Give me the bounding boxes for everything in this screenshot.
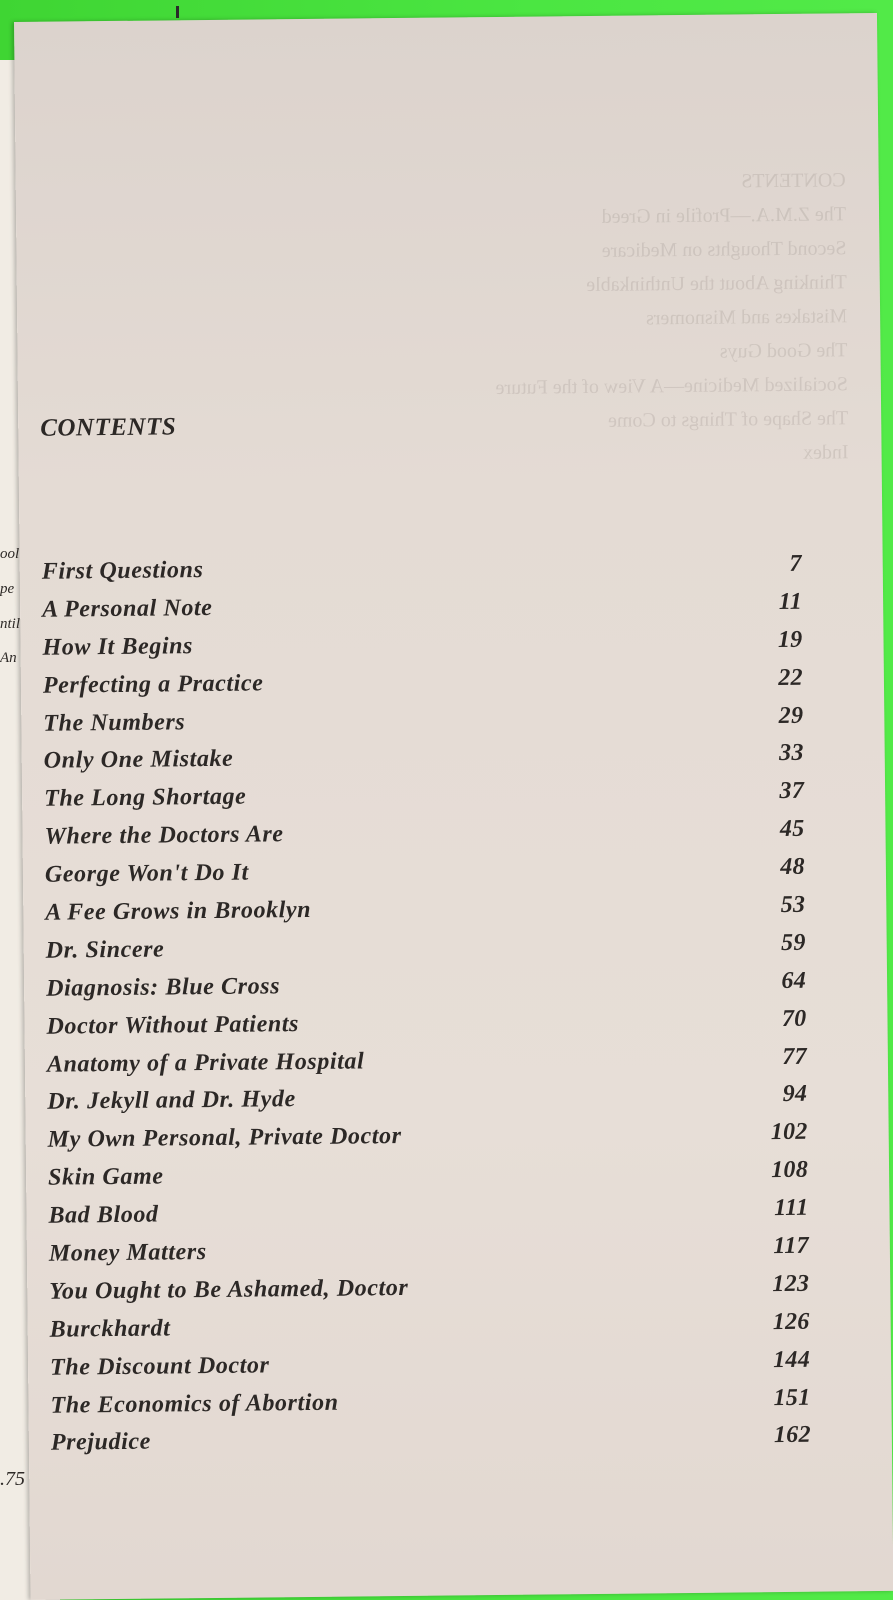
bleed-through-line: Thinking About the Unthinkable: [586, 271, 847, 297]
bleed-through-line: Index: [802, 441, 849, 464]
toc-entry-page-number: 59: [780, 929, 806, 956]
background-mark: [176, 6, 179, 18]
toc-entry-page-number: 102: [770, 1119, 808, 1146]
bleed-through-line: The Z.M.A.—Profile in Greed: [601, 203, 847, 228]
toc-entry-title: Doctor Without Patients: [46, 1010, 300, 1040]
toc-entry-title: Burckhardt: [49, 1315, 171, 1343]
toc-entry-page-number: 108: [771, 1156, 809, 1184]
bleed-through-line: The Good Guys: [719, 339, 848, 363]
toc-entry-page-number: 33: [778, 740, 804, 767]
bleed-through-text: [266, 163, 849, 475]
toc-entry-title: The Numbers: [43, 708, 186, 737]
toc-entry: [51, 1422, 811, 1468]
toc-entry-title: George Won't Do It: [44, 859, 249, 888]
toc-entry-page-number: 37: [779, 778, 805, 805]
toc-entry-page-number: 151: [773, 1384, 811, 1411]
toc-entry-title: Only One Mistake: [43, 746, 234, 775]
toc-entry-page-number: 64: [781, 967, 807, 994]
underlying-text-fragment: An: [0, 650, 17, 666]
toc-entry-title: Diagnosis: Blue Cross: [45, 973, 281, 1002]
toc-entry-page-number: 70: [781, 1005, 807, 1032]
toc-entry-page-number: 117: [773, 1232, 809, 1260]
toc-entry-page-number: 111: [774, 1194, 809, 1222]
toc-entry-page-number: 144: [773, 1346, 811, 1373]
toc-entry-title: The Economics of Abortion: [50, 1389, 339, 1419]
bleed-through-line: CONTENTS: [741, 169, 846, 193]
toc-entry-page-number: 19: [777, 626, 803, 653]
bleed-through-line: The Shape of Things to Come: [607, 407, 849, 432]
toc-entry-page-number: 22: [778, 664, 804, 691]
toc-entry-title: Where the Doctors Are: [44, 821, 284, 850]
book-page: [14, 13, 893, 1600]
toc-entry-page-number: 48: [780, 853, 806, 881]
toc-entry-title: You Ought to Be Ashamed, Doctor: [49, 1274, 409, 1305]
toc-entry-title: Money Matters: [48, 1239, 207, 1267]
underlying-text-fragment: pe: [0, 581, 15, 597]
toc-entry-page-number: 53: [780, 891, 806, 919]
toc-entry-page-number: 126: [772, 1308, 810, 1335]
underlying-page-number: .75: [0, 1468, 25, 1490]
toc-entry-title: Bad Blood: [48, 1201, 159, 1229]
toc-entry-title: Skin Game: [47, 1163, 164, 1191]
toc-entry-title: Anatomy of a Private Hospital: [46, 1047, 365, 1078]
toc-entry-page-number: 29: [778, 702, 804, 729]
toc-entry-page-number: 11: [778, 588, 803, 615]
toc-entry-page-number: 162: [773, 1422, 811, 1449]
bleed-through-line: Mistakes and Misnomers: [645, 305, 848, 330]
page-title: CONTENTS: [40, 413, 177, 442]
toc-entry-title: How It Begins: [42, 632, 194, 661]
toc-entry-title: A Fee Grows in Brooklyn: [45, 896, 312, 926]
toc-entry-title: The Discount Doctor: [49, 1352, 270, 1381]
underlying-text-fragment: ntil: [0, 616, 21, 632]
toc-entry-page-number: 94: [782, 1081, 808, 1108]
toc-entry-title: First Questions: [41, 557, 204, 585]
toc-entry-page-number: 123: [772, 1270, 810, 1298]
table-of-contents: [42, 551, 811, 1468]
toc-entry-title: Dr. Sincere: [45, 936, 165, 964]
toc-entry-page-number: 45: [779, 816, 805, 843]
toc-entry-title: A Personal Note: [42, 594, 213, 623]
bleed-through-line: Second Thoughts on Medicare: [601, 237, 847, 262]
toc-entry-title: Dr. Jekyll and Dr. Hyde: [47, 1086, 296, 1116]
toc-entry-title: My Own Personal, Private Doctor: [47, 1123, 402, 1154]
underlying-text-fragment: ool: [0, 546, 20, 562]
toc-entry-title: Prejudice: [50, 1429, 152, 1457]
toc-entry-page-number: 7: [789, 550, 802, 577]
toc-entry-title: Perfecting a Practice: [42, 670, 264, 699]
toc-entry-page-number: 77: [782, 1043, 808, 1070]
bleed-through-line: Socialized Medicine—A View of the Future: [495, 373, 848, 399]
toc-entry-title: The Long Shortage: [44, 783, 247, 813]
